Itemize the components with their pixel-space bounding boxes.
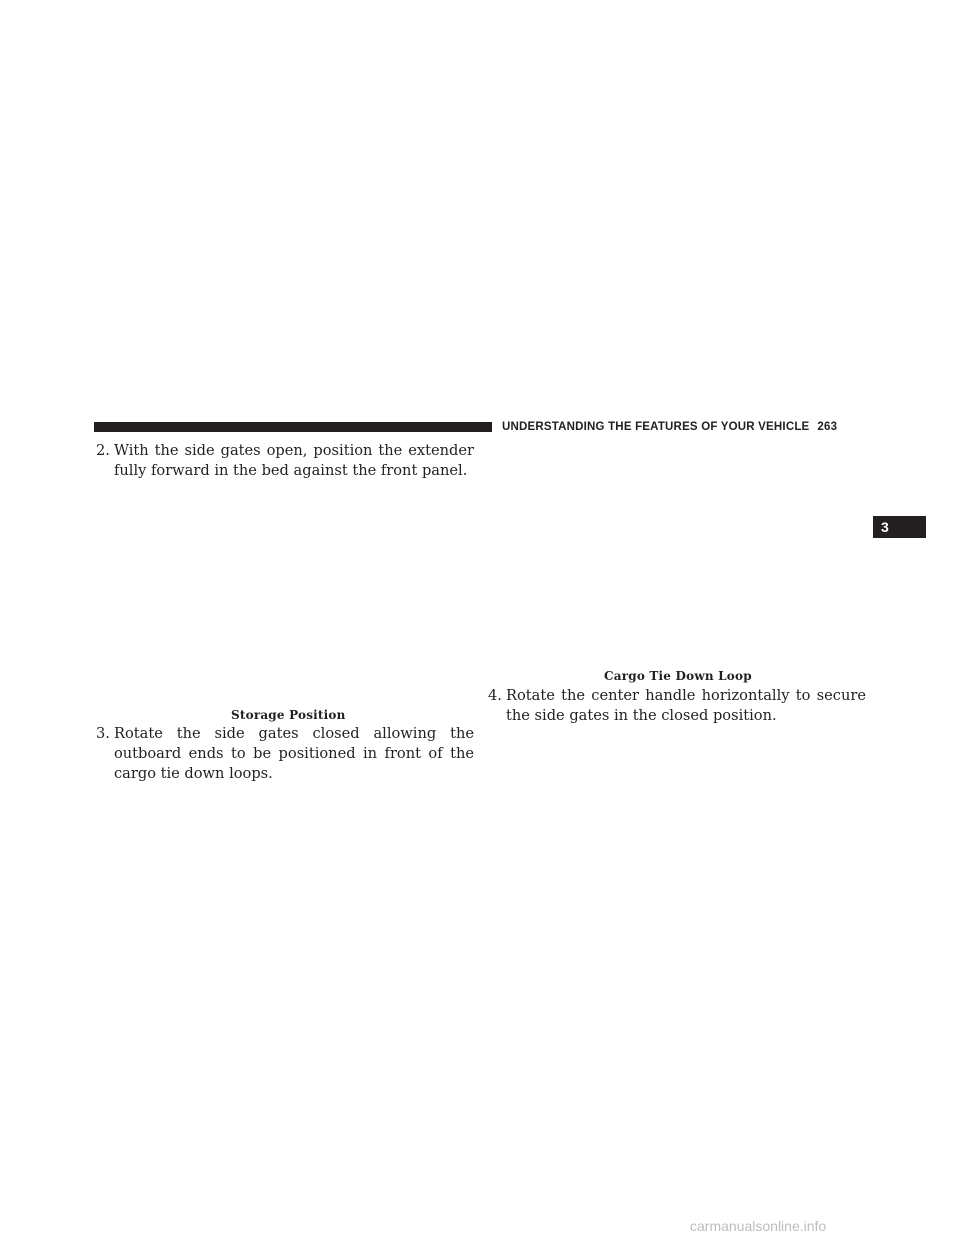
cargo-tie-down-figure: [488, 440, 866, 665]
section-title: UNDERSTANDING THE FEATURES OF YOUR VEHICLE: [502, 421, 810, 433]
figure-caption-storage: Storage Position: [231, 708, 346, 722]
page-number: 263: [817, 421, 838, 433]
step-3: [96, 724, 474, 784]
figure-caption-tie-down: Cargo Tie Down Loop: [604, 669, 752, 683]
storage-position-figure: [96, 490, 474, 700]
step-text: With the side gates open, position the extender fully forward in the bed against the front panel.: [114, 442, 474, 479]
header-rule: [94, 422, 492, 432]
running-header: [502, 419, 837, 435]
chapter-tab: 3: [873, 516, 926, 538]
step-number: 3.: [96, 725, 110, 742]
step-number: 4.: [488, 687, 502, 704]
step-4: [488, 686, 866, 726]
step-number: 2.: [96, 442, 110, 459]
step-2: [96, 441, 474, 481]
step-text: Rotate the side gates closed allowing the outboard ends to be positioned in front of the cargo tie down loops.: [114, 725, 474, 782]
step-text: Rotate the center handle horizontally to secure the side gates in the closed position.: [506, 687, 866, 724]
watermark: carmanualsonline.info: [690, 1218, 827, 1234]
